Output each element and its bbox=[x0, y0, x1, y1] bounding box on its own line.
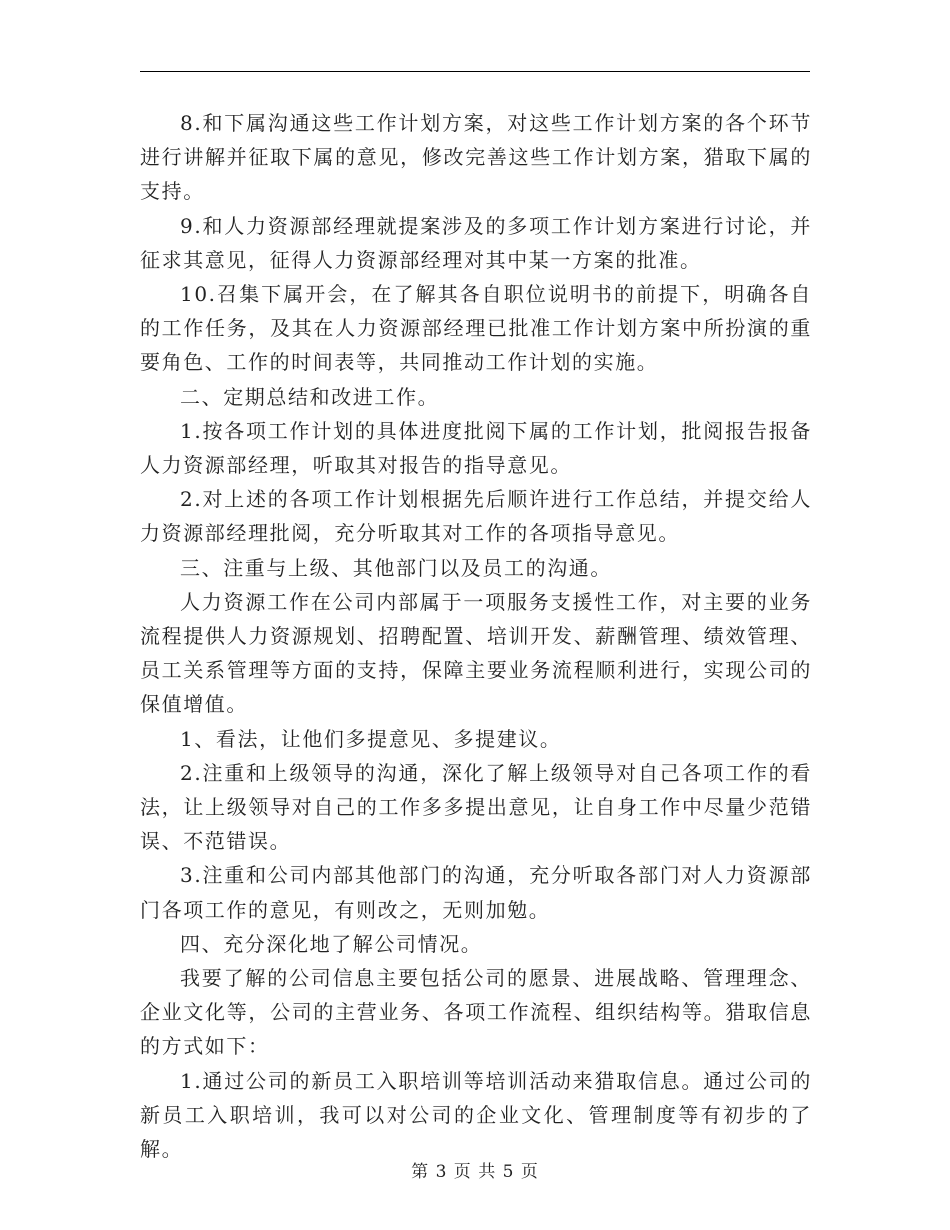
paragraph-13: 我要了解的公司信息主要包括公司的愿景、进展战略、管理理念、企业文化等，公司的主营业务、各项工作流程、组织结构等。猎取信息的方式如下： bbox=[140, 966, 812, 1059]
document-body bbox=[140, 106, 812, 1166]
paragraph-9: 1、看法，让他们多提意见、多提建议。 bbox=[180, 726, 562, 751]
paragraph-1: 8.和下属沟通这些工作计划方案，对这些工作计划方案的各个环节进行讲解并征取下属的意见，修改完善这些工作计划方案，猎取下属的支持。 bbox=[140, 111, 812, 204]
section-heading-2: 二、定期总结和改进工作。 bbox=[180, 384, 440, 409]
header-rule bbox=[140, 71, 810, 72]
paragraph-2: 9.和人力资源部经理就提案涉及的多项工作计划方案进行讨论，并征求其意见，征得人力资源部经理对其中某一方案的批准。 bbox=[140, 213, 812, 272]
paragraph-6: 2.对上述的各项工作计划根据先后顺许进行工作总结，并提交给人力资源部经理批阅，充分听取其对工作的各项指导意见。 bbox=[140, 487, 812, 546]
page-number: 第 3 页 共 5 页 bbox=[411, 1162, 539, 1182]
paragraph-11: 3.注重和公司内部其他部门的沟通，充分听取各部门对人力资源部门各项工作的意见，有则改之，无则加勉。 bbox=[140, 863, 812, 922]
section-heading-4: 四、充分深化地了解公司情况。 bbox=[180, 931, 483, 956]
paragraph-5: 1.按各项工作计划的具体进度批阅下属的工作计划，批阅报告报备人力资源部经理，听取其对报告的指导意见。 bbox=[140, 418, 812, 478]
paragraph-8: 人力资源工作在公司内部属于一项服务支援性工作，对主要的业务流程提供人力资源规划、招聘配置、培训开发、薪酬管理、绩效管理、员工关系管理等方面的支持，保障主要业务流程顺利进行，实现公司的保值增值。 bbox=[140, 589, 812, 717]
paragraph-10: 2.注重和上级领导的沟通，深化了解上级领导对自己各项工作的看法，让上级领导对自己的工作多多提出意见，让自身工作中尽量少范错误、不范错误。 bbox=[140, 760, 812, 854]
section-heading-3: 三、注重与上级、其他部门以及员工的沟通。 bbox=[180, 555, 612, 580]
paragraph-3: 10.召集下属开会，在了解其各自职位说明书的前提下，明确各自的工作任务，及其在人力资源部经理已批准工作计划方案中所扮演的重要角色、工作的时间表等，共同推动工作计划的实施。 bbox=[140, 282, 812, 375]
page-footer bbox=[0, 1157, 950, 1182]
paragraph-14: 1.通过公司的新员工入职培训等培训活动来猎取信息。通过公司的新员工入职培训，我可以对公司的企业文化、管理制度等有初步的了解。 bbox=[140, 1068, 812, 1162]
